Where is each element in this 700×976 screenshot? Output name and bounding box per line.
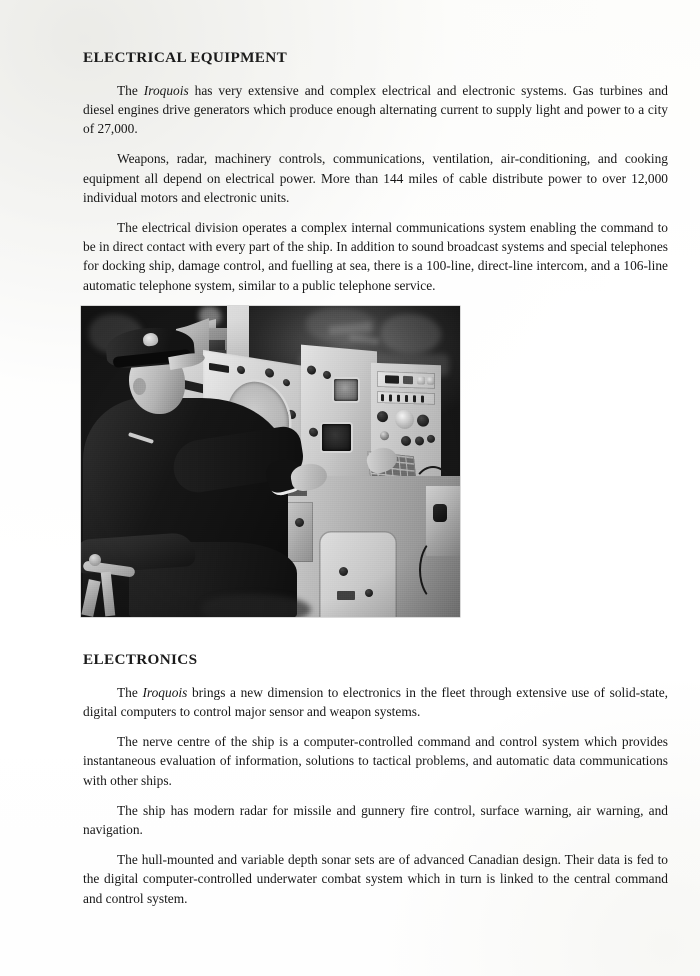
paragraph-rest: brings a new dimension to electronics in the fleet through extensive use of solid-state, digital computers to control major sensor and weapon systems.: [83, 684, 668, 719]
spacer: [83, 839, 668, 850]
paragraph-lead: The: [117, 82, 144, 98]
photograph-image: [81, 306, 460, 617]
spacer: [83, 669, 668, 683]
spacer: [83, 790, 668, 801]
section-title: ELECTRONICS: [83, 651, 198, 668]
spacer: [83, 721, 668, 732]
page-title: ELECTRICAL EQUIPMENT: [83, 49, 288, 66]
paragraph: [83, 683, 668, 721]
paragraph: The nerve centre of the ship is a computer-controlled command and control system which provides instantaneous evaluation of information, solutions to tactical problems, and automatic data communications with other ships.: [83, 734, 668, 788]
ship-name-italic: Iroquois: [142, 684, 188, 700]
spacer: [83, 67, 668, 81]
section-electronics: [83, 652, 668, 908]
photo-vignette: [81, 306, 460, 617]
paragraph: The hull-mounted and variable depth sonar sets are of advanced Canadian design. Their data is fed to the digital computer-controlled underwater combat system which in turn is linked to the central command and control system.: [83, 852, 668, 906]
photograph: [81, 306, 460, 617]
paragraph-lead: The: [117, 684, 143, 700]
paragraph: The ship has modern radar for missile and gunnery fire control, surface warning, air warning, and navigation.: [83, 802, 668, 837]
paragraph: [83, 81, 668, 139]
spacer: [83, 207, 668, 218]
paragraph: The electrical division operates a complex internal communications system enabling the command to be in direct contact with every part of the ship. In addition to sound broadcast systems and special telephones for docking ship, damage control, and fuelling at sea, there is a 100-line, direct-line intercom, and a 106-line automatic telephone system, similar to a public telephone service.: [83, 219, 668, 293]
section-electrical-equipment: [83, 50, 668, 295]
spacer: [83, 138, 668, 149]
ship-name-italic: Iroquois: [143, 82, 189, 98]
paragraph: Weapons, radar, machinery controls, communications, ventilation, air-conditioning, and cooking equipment all depend on electrical power. More than 144 miles of cable distribute power to over 12,000 individual motors and electronic units.: [83, 151, 668, 205]
paragraph-rest: has very extensive and complex electrical and electronic systems. Gas turbines and diesel engines drive generators which produce enough alternating current to supply light and power to a city of 27,000.: [83, 82, 668, 137]
